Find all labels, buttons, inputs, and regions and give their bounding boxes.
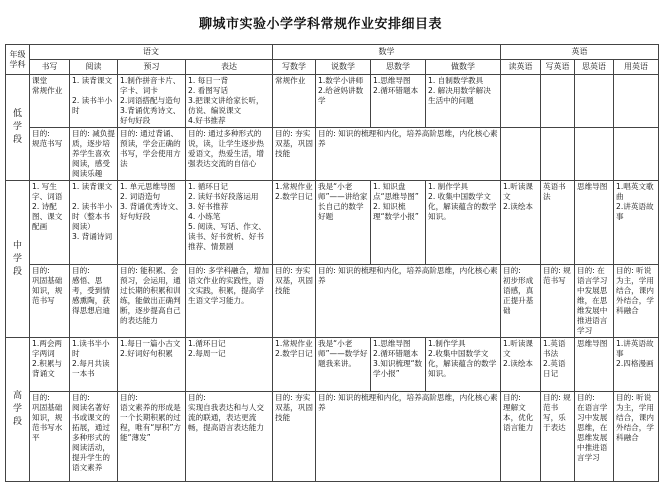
low-task-expression: 1. 每日一背 2. 看图写话 3.把课文讲给家长听，仿说、编说课文 4.好书推荐 <box>186 75 273 128</box>
col-header-math-doing: 做数学 <box>426 60 501 75</box>
math-header: 数学 <box>273 45 501 60</box>
high-goal-en-using: 目的: 听说为主，学用结合，课内外结合，学科融合 <box>614 392 659 482</box>
low-goal-preview: 目的: 通过背诵、预读，学会正确的书写，学会使用方法 <box>118 128 186 181</box>
mid-task-math-thinking: 1. 知识盘点“思维导图” 2. 知识梳理“数学小报” <box>371 181 426 265</box>
high-goal-writing: 目的: 巩固基础知识，规范书写水平 <box>30 392 70 482</box>
low-goal-en-reading <box>501 128 541 181</box>
page-title: 聊城市实验小学学科常规作业安排细目表 <box>198 17 442 32</box>
schedule-table <box>5 44 659 482</box>
high-task-en-writing: 1.英语书法 2.英语日记 <box>541 338 575 392</box>
mid-task-math-speaking: 我是“小老师”——讲给家长自己的数学好题 <box>316 181 371 265</box>
low-task-en-reading <box>501 75 541 128</box>
low-task-math-writing: 常规作业 <box>273 75 316 128</box>
mid-task-reading: 1. 读背课文 2. 读书半小时（整本书阅读） 3. 背诵诗词 <box>70 181 118 265</box>
mid-goal-math-rest: 目的: 知识的梳理和内化，培养高阶思维，内化核心素养 <box>316 265 501 338</box>
mid-goal-writing: 目的: 巩固基础知识，规范书写 <box>30 265 70 338</box>
mid-task-en-thinking: 思维导图 <box>575 181 614 265</box>
grade-label-high: 高 学 段 <box>6 338 30 482</box>
low-goal-en-using <box>614 128 659 181</box>
high-goal-en-thinking: 目的: 在语言学习中发展思维，在思维发展中推进语言学习 <box>575 392 614 482</box>
high-task-preview: 1.每日一篇小古文 2.好词好句积累 <box>118 338 186 392</box>
low-goal-writing: 目的: 规范书写 <box>30 128 70 181</box>
high-task-math-writing: 1.常规作业 2.数学日记 <box>273 338 316 392</box>
mid-goal-en-using: 目的: 听说为主，学用结合，课内外结合，学科融合 <box>614 265 659 338</box>
col-header-en-thinking: 思英语 <box>575 60 614 75</box>
mid-goal-expression: 目的: 多学科融合，增加语文作业的实践性，语文实践，积累，提高学生语文学习能力。 <box>186 265 273 338</box>
high-goal-en-reading: 目的: 理解文本，优化语言能力 <box>501 392 541 482</box>
grade-label-mid: 中 学 段 <box>6 181 30 338</box>
high-task-expression: 1.循环日记 2.每周一记 <box>186 338 273 392</box>
grade-label-low: 低 学 段 <box>6 75 30 181</box>
high-task-en-using: 1.讲英语故事 2.四格漫画 <box>614 338 659 392</box>
mid-tasks-row <box>6 181 659 265</box>
mid-task-math-writing: 1.常规作业 2.数学日记 <box>273 181 316 265</box>
mid-task-preview: 1. 单元思维导图 2. 词语造句 3. 背诵优秀诗文、好句好段 <box>118 181 186 265</box>
low-goal-math-rest: 目的: 知识的梳理和内化，培养高阶思维，内化核心素养 <box>316 128 501 181</box>
high-task-reading: 1.读书半小时 2.每月共读一本书 <box>70 338 118 392</box>
high-goal-en-writing: 目的: 规范书写，乐于表达 <box>541 392 575 482</box>
mid-task-writing: 1. 写生字、词语 2. 诗配图、课文配画 <box>30 181 70 265</box>
mid-goal-preview: 目的: 能积累、会预习，会运用，通过长期的积累和训练，能做出正确判断，逐步提高自己的表达能力 <box>118 265 186 338</box>
high-task-en-thinking: 思维导图 <box>575 338 614 392</box>
low-goal-math-writing: 目的: 夯实双基，巩固技能 <box>273 128 316 181</box>
mid-task-en-using: 1.唱英文歌曲 2.讲英语故事 <box>614 181 659 265</box>
low-task-writing: 课堂 常规作业 <box>30 75 70 128</box>
chinese-header: 语文 <box>30 45 273 60</box>
english-header: 英语 <box>501 45 659 60</box>
mid-goal-en-writing: 目的: 规范书写 <box>541 265 575 338</box>
col-header-math-writing: 写数学 <box>273 60 316 75</box>
mid-goal-math-writing: 目的: 夯实双基，巩固技能 <box>273 265 316 338</box>
mid-task-en-reading: 1.听读课文 2.读绘本 <box>501 181 541 265</box>
low-goal-en-thinking <box>575 128 614 181</box>
high-task-math-thinking: 1.思维导图 2.循环错题本 3.知识梳理“数学小报” <box>371 338 426 392</box>
mid-goal-en-reading: 目的: 初步形成语感，真正提升基础 <box>501 265 541 338</box>
low-task-preview: 1.制作拼音卡片、字卡、词卡 2.词语搭配与造句 3.背诵优秀诗文、好句好段 <box>118 75 186 128</box>
mid-goals-row <box>6 265 659 338</box>
col-header-en-reading: 读英语 <box>501 60 541 75</box>
low-task-math-thinking: 1.思维导图 2.循环错题本 <box>371 75 426 128</box>
col-header-math-speaking: 说数学 <box>316 60 371 75</box>
col-header-en-using: 用英语 <box>614 60 659 75</box>
high-tasks-row <box>6 338 659 392</box>
low-task-en-using <box>614 75 659 128</box>
mid-goal-reading: 目的: 感悟、思考，受到情感熏陶，获得思想启迪 <box>70 265 118 338</box>
col-header-preview: 预习 <box>118 60 186 75</box>
header-row-categories <box>6 60 659 75</box>
high-goal-math-writing: 目的: 夯实双基，巩固技能 <box>273 392 316 482</box>
high-task-math-doing: 1.制作学具 2.收集中国数学文化，解读蕴含的数学知识。 <box>426 338 501 392</box>
mid-task-expression: 1. 循环日记 2. 读好书好段落运用 3. 好书推荐 4. 小练笔 5. 阅读、写话、作文、读书、好书赏析、好书推荐、情景剧 <box>186 181 273 265</box>
low-goal-en-writing <box>541 128 575 181</box>
high-task-math-speaking: 我是“小老师”——数学好题我来讲。 <box>316 338 371 392</box>
high-goals-row <box>6 392 659 482</box>
high-goal-reading: 目的: 阅读名著好书或课文的拓展，通过多种形式的阅读活动，提升学生的语文素养 <box>70 392 118 482</box>
high-goal-math-rest: 目的: 知识的梳理和内化，培养高阶思维，内化核心素养 <box>316 392 501 482</box>
schedule-table-wrapper <box>5 44 654 480</box>
low-goal-expression: 目的: 通过多种形式的说，读，让学生逐步热爱语文，热爱生活，增强表达交流的自信心 <box>186 128 273 181</box>
col-header-reading: 阅读 <box>70 60 118 75</box>
low-goal-reading: 目的: 减负提质，逐步培养学生喜欢阅读，感受阅读乐趣 <box>70 128 118 181</box>
high-goal-expression: 目的: 实现自我表达和与人交流的联通，表达更流畅，提高语言表达能力 <box>186 392 273 482</box>
high-goal-preview: 目的: 语文素养的形成是一个长期积累的过程，唯有“厚积”方能“薄发” <box>118 392 186 482</box>
grade-subject-header: 年级学科 <box>6 45 30 75</box>
mid-task-math-doing: 1. 制作学具 2. 收集中国数学文化，解读蕴含的数学知识。 <box>426 181 501 265</box>
low-task-reading: 1. 读背课文 2. 读书半小时 <box>70 75 118 128</box>
high-task-writing: 1.两会两字两词 2.积累与背诵文 <box>30 338 70 392</box>
high-task-en-reading: 1.听读课文 2.读绘本 <box>501 338 541 392</box>
header-row-subjects <box>6 45 659 60</box>
mid-goal-en-thinking: 目的: 在语言学习中发展思维，在思维发展中推进语言学习 <box>575 265 614 338</box>
low-task-en-thinking <box>575 75 614 128</box>
low-task-math-speaking: 1.数学小讲师 2.给爸妈讲数学 <box>316 75 371 128</box>
low-tasks-row <box>6 75 659 128</box>
col-header-math-thinking: 思数学 <box>371 60 426 75</box>
low-task-math-doing: 1. 自制数学教具 2. 解决用数学解决生活中的问题 <box>426 75 501 128</box>
col-header-en-writing: 写英语 <box>541 60 575 75</box>
col-header-expression: 表达 <box>186 60 273 75</box>
col-header-writing: 书写 <box>30 60 70 75</box>
mid-task-en-writing: 英语书法 <box>541 181 575 265</box>
low-goals-row <box>6 128 659 181</box>
low-task-en-writing <box>541 75 575 128</box>
